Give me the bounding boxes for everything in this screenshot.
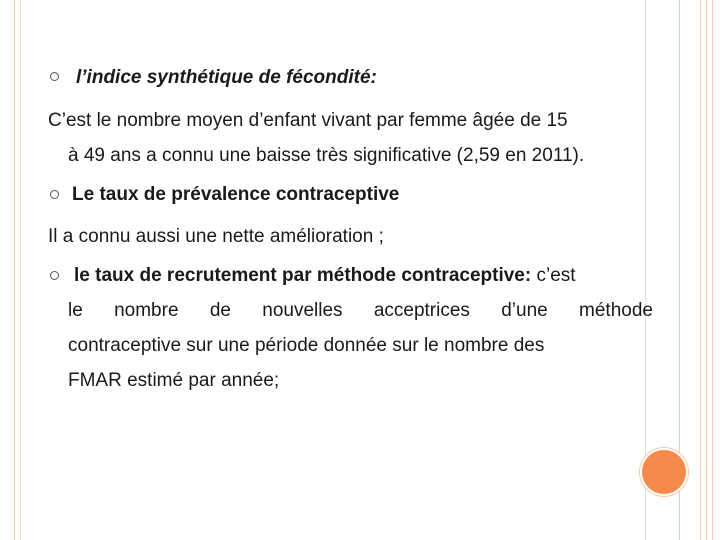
- paragraph-recruitment-line1: [68, 301, 653, 320]
- paragraph-fertility-line2: à 49 ans a connu une baisse très significative (2,59 en 2011).: [68, 145, 585, 166]
- word: nouvelles: [262, 300, 343, 321]
- word: de: [209, 300, 231, 321]
- right-stripe-1: [700, 0, 701, 540]
- word: acceptrices: [373, 300, 470, 321]
- right-stripe-3: [712, 0, 713, 540]
- paragraph-fertility-line1: C’est le nombre moyen d’enfant vivant par femme âgée de 15: [48, 110, 568, 131]
- bullet-icon: [50, 190, 59, 199]
- word: méthode: [579, 300, 653, 321]
- heading-recruitment-rate: [74, 266, 576, 285]
- right-stripe-2: [706, 0, 707, 540]
- decorative-circle: [642, 450, 686, 494]
- word: nombre: [114, 300, 179, 321]
- heading-fertility-index: l’indice synthétique de fécondité:: [76, 67, 377, 88]
- word: le: [68, 300, 83, 321]
- bullet-icon: [50, 271, 59, 280]
- heading-recruitment-rate-bold: le taux de recrutement par méthode contraceptive:: [74, 265, 532, 286]
- heading-contraceptive-prevalence: Le taux de prévalence contraceptive: [72, 184, 400, 205]
- paragraph-recruitment-line3: FMAR estimé par année;: [68, 370, 280, 391]
- word: d’une: [501, 300, 548, 321]
- bullet-icon: [50, 72, 59, 81]
- heading-recruitment-rate-rest: c’est: [531, 265, 576, 286]
- paragraph-prevalence: Il a connu aussi une nette amélioration ;: [48, 226, 384, 247]
- paragraph-recruitment-line2: contraceptive sur une période donnée sur le nombre des: [68, 335, 545, 356]
